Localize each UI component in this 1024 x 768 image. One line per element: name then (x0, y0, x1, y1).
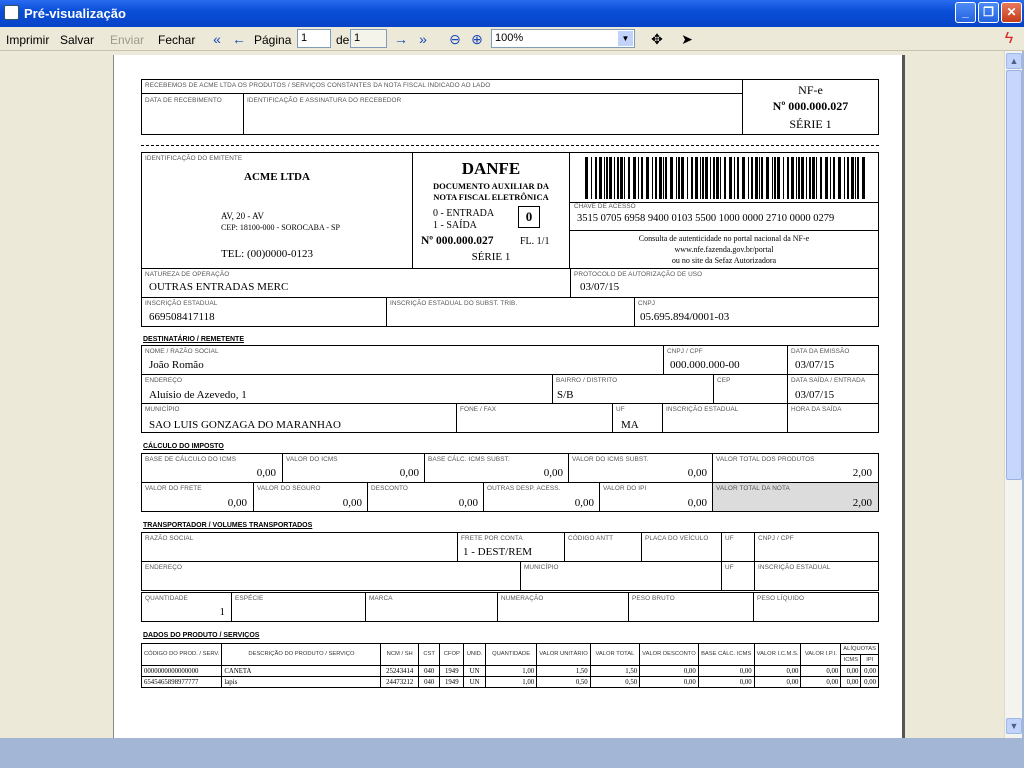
danfe-subtitle-1: DOCUMENTO AUXILIAR DA (432, 181, 550, 191)
danfe-entrada: 0 - ENTRADA (433, 208, 495, 219)
table-cell: 0,50 (590, 677, 639, 688)
barcode-bar (663, 157, 664, 199)
barcode-bar (595, 157, 597, 199)
emitente-cep: CEP: 18100-000 - SOROCABA - SP (221, 223, 340, 232)
ie-label: INSCRIÇÃO ESTADUAL (145, 300, 218, 307)
transp-endereco-label: ENDEREÇO (145, 564, 183, 571)
table-cell: 0,00 (698, 677, 754, 688)
table-cell: 0,50 (537, 677, 591, 688)
barcode-bar (591, 157, 592, 199)
chave-value: 3515 0705 6958 9400 0103 5500 1000 0000 2710 0000 0279 (577, 213, 835, 224)
canhoto-nfe: NF-e (798, 83, 823, 97)
table-cell: 1949 (440, 677, 464, 688)
barcode-bar (742, 157, 745, 199)
products-table (141, 643, 879, 688)
ipi: 0,00 (687, 497, 707, 509)
barcode-bar (801, 157, 804, 199)
zoom-in-icon[interactable]: ⊕ (471, 31, 483, 47)
transp-liquido-label: PESO LÍQUIDO (757, 595, 805, 602)
barcode-bar (857, 157, 859, 199)
barcode-bar (724, 157, 726, 199)
dest-bairro: S/B (557, 389, 574, 401)
transp-qtd-label: QUANTIDADE (145, 595, 188, 602)
canhoto-number: Nº 000.000.027 (772, 99, 849, 113)
cnpj-value: 05.695.894/0001-03 (640, 311, 730, 323)
zoom-value: 100% (495, 32, 524, 44)
dest-ie-label: INSCRIÇÃO ESTADUAL (666, 406, 739, 413)
canhoto-header: RECEBEMOS DE ACME LTDA OS PRODUTOS / SERVIÇOS CONSTANTES DA NOTA FISCAL INDICADO AO LADO (145, 82, 491, 89)
prev-page-icon[interactable]: ← (232, 31, 246, 47)
table-cell: 1,50 (537, 666, 591, 677)
barcode-bar (737, 157, 739, 199)
danfe-folha: FL. 1/1 (520, 236, 550, 247)
barcode-bar (641, 157, 643, 199)
dest-endereco: Aluísio de Azevedo, 1 (149, 389, 247, 401)
barcode-bar (617, 157, 619, 199)
barcode-bar (759, 157, 760, 199)
barcode-bar (705, 157, 708, 199)
table-cell: 040 (418, 677, 440, 688)
barcode-bar (716, 157, 719, 199)
col-header: CFOP (440, 644, 464, 666)
window-title: Pré-visualização (24, 6, 126, 21)
col-header: ALÍQUOTAS (841, 644, 879, 655)
table-cell: 0000000000000000 (142, 666, 222, 677)
col-header: CST (418, 644, 440, 666)
tot-prod-label: VALOR TOTAL DOS PRODUTOS (716, 456, 815, 463)
emitente-label: IDENTIFICAÇÃO DO EMITENTE (145, 155, 243, 162)
bc-icms: 0,00 (256, 467, 276, 479)
outras: 0,00 (574, 497, 594, 509)
barcode-bar (720, 157, 721, 199)
barcode-bar (787, 157, 789, 199)
barcode-bar (676, 157, 677, 199)
dest-fone-label: FONE / FAX (460, 406, 497, 413)
danfe-title: DANFE (461, 159, 521, 178)
ie-value: 669508417118 (149, 311, 215, 323)
barcode-bar (620, 157, 623, 199)
produtos-section: DADOS DO PRODUTO / SERVIÇOS (143, 632, 260, 639)
barcode-bar (851, 157, 854, 199)
receiver-sign-label: IDENTIFICAÇÃO E ASSINATURA DO RECEBEDOR (247, 97, 402, 104)
barcode-bar (798, 157, 800, 199)
dest-cep-label: CEP (717, 377, 731, 384)
transp-uf2-label: UF (725, 564, 734, 571)
barcode-bar (691, 157, 693, 199)
dest-saida-label: DATA SAÍDA / ENTRADA (791, 377, 866, 384)
dest-emissao: 03/07/15 (795, 359, 835, 371)
toolbar (0, 27, 1024, 51)
barcode-bar (772, 157, 773, 199)
transp-uf-label: UF (725, 535, 734, 542)
danfe-saida: 1 - SAÍDA (433, 220, 477, 231)
icms: 0,00 (399, 467, 419, 479)
of-label: de (336, 33, 350, 47)
danfe-page (113, 55, 905, 745)
barcode-bar (812, 157, 815, 199)
vertical-scrollbar[interactable] (1004, 51, 1022, 738)
page-input[interactable]: 1 (297, 29, 331, 48)
dest-saida: 03/07/15 (795, 389, 835, 401)
seguro-label: VALOR DO SEGURO (257, 485, 321, 492)
table-cell: 1,00 (486, 666, 537, 677)
col-header: DESCRIÇÃO DO PRODUTO / SERVIÇO (222, 644, 381, 666)
tot-prod: 2,00 (852, 467, 872, 479)
app-icon (4, 5, 19, 20)
dest-nome-label: NOME / RAZÃO SOCIAL (145, 348, 219, 355)
table-cell: 0,00 (861, 677, 879, 688)
col-header: ICMS (841, 655, 861, 666)
barcode-bar (678, 157, 680, 199)
desconto: 0,00 (458, 497, 478, 509)
transp-marca-label: MARCA (369, 595, 393, 602)
protocolo-label: PROTOCOLO DE AUTORIZAÇÃO DE USO (574, 271, 703, 278)
table-cell: 0,00 (841, 677, 861, 688)
dest-uf: MA (621, 419, 639, 431)
barcode-bar (825, 157, 828, 199)
barcode-bar (847, 157, 849, 199)
barcode-bar (783, 157, 784, 199)
table-cell: 1,50 (590, 666, 639, 677)
col-header: VALOR DESCONTO (640, 644, 699, 666)
bc-icms-label: BASE DE CÁLCULO DO ICMS (145, 456, 237, 463)
danfe-number: Nº 000.000.027 (421, 235, 494, 247)
barcode-bar (796, 157, 797, 199)
barcode-bar (681, 157, 684, 199)
brand-logo-icon: ϟ (1004, 30, 1014, 47)
barcode-bar (844, 157, 845, 199)
barcode-bar (761, 157, 763, 199)
barcode-bar (633, 157, 636, 199)
transp-placa-label: PLACA DO VEÍCULO (645, 535, 709, 542)
transp-especie-label: ESPÉCIE (235, 595, 264, 602)
dest-municipio-label: MUNICÍPIO (145, 406, 180, 413)
iest-label: INSCRIÇÃO ESTADUAL DO SUBST. TRIB. (390, 300, 518, 307)
transp-frete-label: FRETE POR CONTA (461, 535, 523, 542)
zoom-select[interactable] (491, 29, 635, 48)
barcode-bar (791, 157, 794, 199)
last-page-icon[interactable]: » (419, 31, 427, 47)
barcode-bar (755, 157, 758, 199)
dest-municipio: SAO LUIS GONZAGA DO MARANHAO (149, 419, 341, 431)
barcode-bar (702, 157, 704, 199)
scroll-thumb[interactable] (1006, 70, 1022, 480)
print-menu[interactable]: Imprimir (6, 33, 50, 47)
save-menu[interactable]: Salvar (60, 33, 95, 47)
close-button[interactable]: ✕ (1001, 2, 1022, 23)
barcode-bar (777, 157, 780, 199)
barcode-bar (855, 157, 856, 199)
outras-label: OUTRAS DESP. ACESS. (487, 485, 561, 492)
icms-label: VALOR DO ICMS (286, 456, 338, 463)
barcode-bar (816, 157, 817, 199)
barcode-bar (729, 157, 732, 199)
table-cell: 1,00 (486, 677, 537, 688)
table-cell: 0,00 (640, 677, 699, 688)
col-header: UNID. (464, 644, 486, 666)
desconto-label: DESCONTO (371, 485, 408, 492)
title-bar (0, 0, 1024, 27)
consulta-line-1: Consulta de autenticidade no portal nacional da NF-e (638, 234, 810, 243)
barcode-bar (609, 157, 612, 199)
receipt-date-label: DATA DE RECEBIMENTO (145, 97, 222, 104)
emitente-phone: TEL: (00)0000-0123 (221, 248, 313, 260)
tot-nota-label: VALOR TOTAL DA NOTA (716, 485, 790, 492)
scroll-up-icon[interactable]: ▲ (1006, 53, 1022, 69)
barcode-bar (809, 157, 811, 199)
table-cell: UN (464, 677, 486, 688)
tot-nota: 2,00 (852, 497, 872, 509)
table-row (142, 677, 879, 688)
barcode-bar (774, 157, 776, 199)
zoom-out-icon[interactable]: ⊖ (449, 31, 461, 47)
table-cell: 0,00 (754, 666, 801, 677)
barcode-bar (695, 157, 698, 199)
table-cell: 0,00 (801, 677, 841, 688)
table-header-row (142, 644, 879, 655)
table-cell: UN (464, 666, 486, 677)
barcode-bar (862, 157, 865, 199)
dest-bairro-label: BAIRRO / DISTRITO (556, 377, 618, 384)
barcode-bar (734, 157, 735, 199)
barcode-bar (700, 157, 701, 199)
products-body (142, 666, 879, 688)
barcode-bar (713, 157, 715, 199)
transp-frete: 1 - DEST/REM (463, 546, 533, 558)
canhoto-series: SÉRIE 1 (789, 117, 832, 131)
table-cell: 040 (418, 666, 440, 677)
barcode-bar (655, 157, 657, 199)
dest-hora-label: HORA DA SAÍDA (791, 406, 842, 413)
barcode-bar (646, 157, 649, 199)
barcode-bar (652, 157, 653, 199)
emitente-address: AV, 20 - AV (221, 211, 265, 221)
table-cell: 0,00 (640, 666, 699, 677)
pointer-icon[interactable]: ➤ (681, 31, 693, 47)
danfe-series: SÉRIE 1 (471, 251, 511, 263)
barcode-bar (830, 157, 831, 199)
transportador-section: TRANSPORTADOR / VOLUMES TRANSPORTADOS (143, 522, 313, 529)
hand-tool-icon[interactable]: ✥ (651, 31, 663, 47)
barcode-bar (670, 157, 673, 199)
dest-emissao-label: DATA DA EMISSÃO (791, 348, 850, 355)
barcode (585, 157, 871, 199)
table-cell: 0,00 (861, 666, 879, 677)
table-cell: 6545465898977777 (142, 677, 222, 688)
table-cell: lapis (222, 677, 381, 688)
col-header: VALOR I.C.M.S. (754, 644, 801, 666)
barcode-bar (833, 157, 835, 199)
icms-st-label: VALOR DO ICMS SUBST. (572, 456, 649, 463)
table-cell: 0,00 (841, 666, 861, 677)
table-cell: 1949 (440, 666, 464, 677)
barcode-bar (606, 157, 608, 199)
restore-button[interactable]: ❐ (978, 2, 999, 23)
destinatario-section: DESTINATÁRIO / REMETENTE (143, 336, 244, 343)
transp-ie-label: INSCRIÇÃO ESTADUAL (758, 564, 831, 571)
dest-cnpj-label: CNPJ / CPF (667, 348, 703, 355)
col-header: IPI (861, 655, 879, 666)
table-cell: 0,00 (801, 666, 841, 677)
emitente-name: ACME LTDA (244, 171, 310, 183)
next-page-icon[interactable]: → (394, 31, 408, 47)
frete-label: VALOR DO FRETE (145, 485, 202, 492)
protocolo-value: 03/07/15 (580, 281, 620, 293)
chave-label: CHAVE DE ACESSO (574, 203, 636, 210)
page-count: 1 (350, 29, 387, 48)
barcode-bar (766, 157, 769, 199)
barcode-bar (806, 157, 807, 199)
transp-cnpj-label: CNPJ / CPF (758, 535, 794, 542)
col-header: CÓDIGO DO PROD. / SERV. (142, 644, 222, 666)
barcode-bar (624, 157, 625, 199)
col-header: QUANTIDADE (486, 644, 537, 666)
table-cell: 0,00 (754, 677, 801, 688)
table-row (142, 666, 879, 677)
scroll-down-icon[interactable]: ▼ (1006, 718, 1022, 734)
barcode-bar (710, 157, 711, 199)
table-cell: 0,00 (698, 666, 754, 677)
danfe-subtitle-2: NOTA FISCAL ELETRÔNICA (433, 192, 549, 202)
danfe-tipo: 0 (518, 206, 540, 228)
bc-st-label: BASE CÁLC. ICMS SUBST. (428, 456, 510, 463)
minimize-button[interactable]: _ (955, 2, 976, 23)
table-cell: 24473212 (381, 677, 418, 688)
barcode-bar (614, 157, 615, 199)
page-label: Página (254, 33, 292, 47)
barcode-bar (665, 157, 667, 199)
icms-st: 0,00 (687, 467, 707, 479)
barcode-bar (638, 157, 639, 199)
chevron-down-icon[interactable]: ▼ (618, 31, 633, 46)
table-cell: CANETA (222, 666, 381, 677)
barcode-bar (628, 157, 630, 199)
cut-line (141, 145, 879, 146)
transp-municipio-label: MUNICÍPIO (524, 564, 559, 571)
desktop-background (0, 738, 1024, 768)
transp-antt-label: CÓDIGO ANTT (568, 535, 614, 542)
consulta-line-3: ou no site da Sefaz Autorizadora (671, 256, 777, 265)
ipi-label: VALOR DO IPI (603, 485, 647, 492)
table-cell: 25243414 (381, 666, 418, 677)
col-header: VALOR I.P.I. (801, 644, 841, 666)
cnpj-label: CNPJ (638, 300, 656, 307)
barcode-bar (748, 157, 749, 199)
barcode-bar (604, 157, 605, 199)
barcode-bar (820, 157, 822, 199)
barcode-bar (599, 157, 602, 199)
dest-nome: João Romão (149, 359, 204, 371)
col-header: VALOR TOTAL (590, 644, 639, 666)
consulta-line-2: www.nfe.fazenda.gov.br/portal (674, 245, 774, 254)
col-header: BASE CÁLC. ICMS (698, 644, 754, 666)
col-header: VALOR UNITÁRIO (537, 644, 591, 666)
barcode-bar (838, 157, 841, 199)
natureza-label: NATUREZA DE OPERAÇÃO (145, 271, 230, 278)
dest-cnpj: 000.000.000-00 (670, 359, 740, 371)
first-page-icon[interactable]: « (213, 31, 221, 47)
barcode-bar (585, 157, 588, 199)
send-menu[interactable]: Enviar (110, 33, 145, 47)
dest-uf-label: UF (616, 406, 625, 413)
seguro: 0,00 (342, 497, 362, 509)
barcode-bar (687, 157, 688, 199)
close-menu[interactable]: Fechar (158, 33, 196, 47)
transp-numeracao-label: NUMERAÇÃO (501, 595, 544, 602)
natureza-value: OUTRAS ENTRADAS MERC (149, 281, 289, 293)
imposto-section: CÁLCULO DO IMPOSTO (143, 443, 224, 450)
transp-qtd: 1 (219, 606, 225, 618)
frete: 0,00 (227, 497, 247, 509)
transp-razao-label: RAZÃO SOCIAL (145, 535, 194, 542)
col-header: NCM / SH (381, 644, 418, 666)
transp-bruto-label: PESO BRUTO (632, 595, 675, 602)
dest-endereco-label: ENDEREÇO (145, 377, 183, 384)
barcode-bar (751, 157, 753, 199)
bc-st: 0,00 (543, 467, 563, 479)
barcode-bar (659, 157, 662, 199)
